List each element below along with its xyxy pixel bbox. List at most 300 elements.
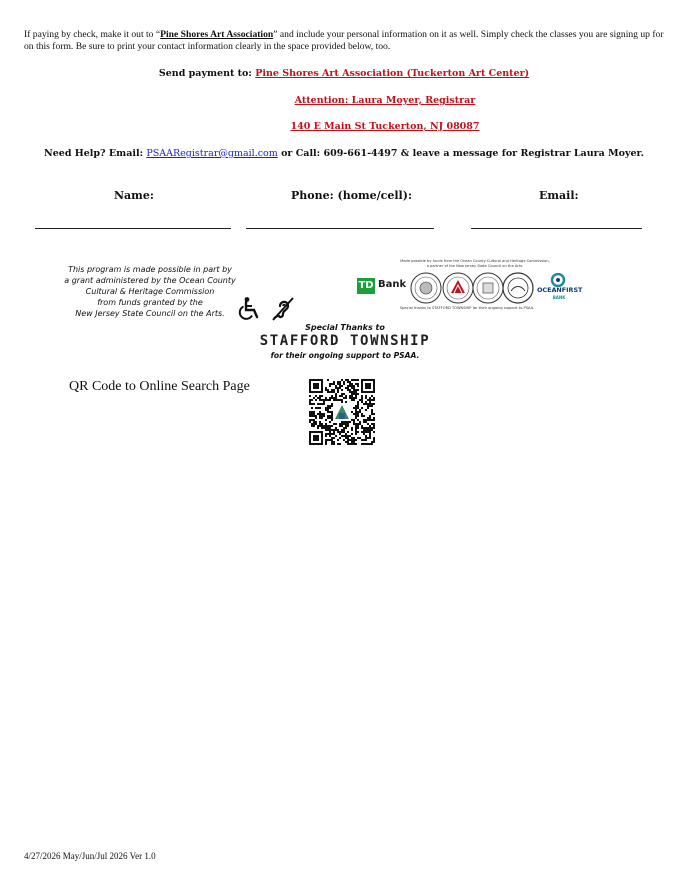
qr-module [365,419,367,421]
email-field-line[interactable] [471,228,642,229]
qr-module [363,439,365,441]
qr-module [347,423,349,425]
qr-module [335,395,337,397]
qr-module [349,443,351,445]
qr-module [365,437,367,439]
qr-module [351,439,353,441]
qr-module [325,407,327,409]
qr-module [363,415,365,417]
qr-module [319,407,321,409]
qr-module [327,415,329,417]
seal-logos [409,271,537,305]
qr-module [325,409,327,411]
qr-module [347,443,349,445]
qr-module [365,397,367,399]
qr-module [347,421,349,423]
qr-module [353,437,355,439]
qr-module [343,439,345,441]
qr-module [355,409,357,411]
qr-module [349,389,351,391]
qr-module [345,437,347,439]
funding-note [380,259,570,268]
td-bank-word: Bank [378,279,407,290]
qr-module [319,423,321,425]
qr-module [367,419,369,421]
name-label: Name: [114,189,154,202]
qr-module [351,397,353,399]
qr-module [331,397,333,399]
qr-module [365,401,367,403]
qr-module [313,425,315,427]
qr-module [339,425,341,427]
qr-module [369,401,371,403]
qr-module [355,389,357,391]
qr-module [331,437,333,439]
qr-module [349,439,351,441]
qr-module [355,405,357,407]
payment-address-text: 140 E Main St Tuckerton, NJ 08087 [290,121,480,132]
qr-module [347,381,349,383]
qr-module [329,421,331,423]
phone-label: Phone: (home/cell): [291,189,413,202]
qr-module [345,387,347,389]
qr-module [311,415,313,417]
qr-module [345,397,347,399]
qr-module [337,431,339,433]
qr-module [331,441,333,443]
qr-module [347,385,349,387]
qr-module [339,381,341,383]
qr-module [339,399,341,401]
qr-module [357,393,359,395]
qr-module [371,403,373,405]
qr-module [309,421,311,423]
qr-module [369,399,371,401]
qr-module [365,427,367,429]
qr-module [349,435,351,437]
qr-module [321,417,323,419]
qr-module [319,417,321,419]
qr-module [337,383,339,385]
qr-module [337,381,339,383]
qr-module [345,395,347,397]
qr-module [333,433,335,435]
qr-module [357,379,359,381]
qr-module [341,401,343,403]
qr-module [341,423,343,425]
qr-module [319,411,321,413]
qr-module [371,411,373,413]
qr-module [327,417,329,419]
qr-module [325,423,327,425]
qr-module [333,443,335,445]
qr-module [313,421,315,423]
qr-module [357,405,359,407]
intro-paragraph [24,29,669,53]
qr-module [373,403,375,405]
qr-module [357,411,359,413]
qr-module [325,433,327,435]
qr-module [309,401,311,403]
qr-module [315,421,317,423]
qr-module [325,387,327,389]
qr-module [353,385,355,387]
qr-module [333,429,335,431]
ocean-county-seal-icon [411,273,441,303]
qr-module [311,407,313,409]
qr-module [323,399,325,401]
qr-module [331,415,333,417]
qr-module [335,399,337,401]
qr-module [365,403,367,405]
special-thanks-subtitle: for their ongoing support to PSAA. [270,351,420,360]
qr-module [373,427,375,429]
qr-module [367,403,369,405]
qr-module [369,405,371,407]
qr-module [333,441,335,443]
qr-module [351,437,353,439]
qr-module [331,411,333,413]
qr-module [329,417,331,419]
qr-module [335,393,337,395]
qr-module [359,399,361,401]
qr-module [341,399,343,401]
qr-module [351,419,353,421]
help-prefix: Need Help? Email: [44,148,144,159]
qr-module [325,419,327,421]
qr-module [373,437,375,439]
qr-module [371,429,373,431]
qr-module [355,443,357,445]
oceanfirst-bank-logo [537,287,581,301]
help-suffix: or Call: 609-661-4497 & leave a message for Registrar Laura Moyer. [281,148,644,159]
qr-module [321,399,323,401]
qr-module [331,439,333,441]
payment-address [0,121,688,132]
qr-module [355,439,357,441]
qr-module [311,419,313,421]
qr-module [355,393,357,395]
qr-module [309,413,311,415]
qr-module [345,401,347,403]
qr-module [371,405,373,407]
stafford-township-name: STAFFORD TOWNSHIP [259,333,431,349]
qr-module [373,399,375,401]
qr-module [333,391,335,393]
qr-module [369,425,371,427]
qr-module [369,431,371,433]
phone-field-line[interactable] [246,228,434,229]
qr-module [361,413,363,415]
qr-module [341,435,343,437]
qr-module [349,421,351,423]
qr-module [353,399,355,401]
qr-module [367,427,369,429]
payment-label: Send payment to: [158,68,252,79]
qr-module [345,427,347,429]
qr-module [357,407,359,409]
qr-module [351,395,353,397]
qr-module [349,381,351,383]
qr-module [357,389,359,391]
funding-note-line-2: a partner of the New Jersey State Council on the Arts. [426,263,524,268]
qr-module [329,439,331,441]
qr-module [323,425,325,427]
qr-module [355,425,357,427]
qr-module [339,395,341,397]
qr-module [355,383,357,385]
qr-module [353,397,355,399]
qr-module [327,399,329,401]
qr-module [319,415,321,417]
qr-module [337,387,339,389]
grant-line-3: Cultural & Heritage Commission [85,287,215,296]
qr-module [325,397,327,399]
qr-module [353,421,355,423]
name-field-line[interactable] [35,228,231,229]
qr-module [353,423,355,425]
qr-module [339,383,341,385]
qr-module [373,425,375,427]
qr-module [363,421,365,423]
qr-module [319,425,321,427]
qr-module [371,413,373,415]
payment-attention-text: Attention: Laura Moyer, Registrar [294,95,476,106]
qr-module [351,399,353,401]
qr-module [319,395,321,397]
qr-module [323,401,325,403]
qr-module [367,443,369,445]
qr-module [329,407,331,409]
oceanfirst-name: OCEANFIRST [537,286,583,294]
qr-module [367,405,369,407]
qr-module [317,407,319,409]
qr-code-image[interactable] [309,379,375,445]
qr-module [329,399,331,401]
qr-module [353,389,355,391]
qr-module [315,415,317,417]
qr-module [335,385,337,387]
qr-module [313,423,315,425]
qr-module [369,437,371,439]
qr-module [339,385,341,387]
help-email-link[interactable]: PSAARegistrar@gmail.com [146,148,278,159]
qr-module [321,413,323,415]
qr-module [351,411,353,413]
qr-module [357,383,359,385]
qr-module [325,425,327,427]
qr-module [345,423,347,425]
qr-module [335,387,337,389]
qr-module [323,403,325,405]
qr-module [333,437,335,439]
qr-module [343,383,345,385]
qr-module [373,419,375,421]
accessibility-icons [238,296,298,322]
qr-module [355,391,357,393]
qr-module [361,395,363,397]
intro-org-name: Pine Shores Art Association [160,29,274,40]
qr-module [325,435,327,437]
qr-module [355,427,357,429]
qr-module [327,379,329,381]
qr-module [309,419,311,421]
qr-module [373,397,375,399]
qr-module [341,431,343,433]
qr-module [313,419,315,421]
qr-module [357,403,359,405]
qr-module [355,429,357,431]
qr-module [343,421,345,423]
qr-module [369,427,371,429]
qr-module [337,429,339,431]
qr-module [325,427,327,429]
qr-module [327,425,329,427]
qr-module [329,425,331,427]
qr-module [369,443,371,445]
qr-module [311,413,313,415]
qr-module [327,407,329,409]
qr-module [351,441,353,443]
qr-module [365,429,367,431]
qr-module [323,427,325,429]
qr-module [347,441,349,443]
qr-module [371,423,373,425]
qr-module [337,399,339,401]
qr-module [349,397,351,399]
qr-module [309,403,311,405]
qr-module [373,441,375,443]
qr-module [369,403,371,405]
qr-module [367,437,369,439]
qr-code-label: QR Code to Online Search Page [69,379,250,394]
qr-module [363,429,365,431]
intro-text-end: ” and include your personal information on it as well. Simply check the classes you are signing up for on this form. Be sure to print your contact information clearly in the space provided below, too. [24,29,664,52]
qr-module [317,427,319,429]
qr-module [337,443,339,445]
qr-module [365,439,367,441]
qr-module [341,425,343,427]
qr-module [341,421,343,423]
qr-module [351,379,353,381]
qr-module [357,415,359,417]
qr-module [351,391,353,393]
qr-module [345,433,347,435]
qr-module [333,431,335,433]
qr-module [337,391,339,393]
grant-line-2: a grant administered by the Ocean County [64,276,236,285]
qr-module [339,423,341,425]
qr-module [371,427,373,429]
hearing-assistance-icon [273,298,293,320]
qr-module [355,407,357,409]
qr-module [353,379,355,381]
qr-module [315,417,317,419]
qr-module [351,387,353,389]
qr-module [355,413,357,415]
qr-module [329,405,331,407]
qr-module [345,425,347,427]
qr-module [329,391,331,393]
qr-module [363,431,365,433]
qr-module [339,387,341,389]
qr-module [321,423,323,425]
qr-module [347,379,349,381]
qr-module [343,397,345,399]
qr-module [347,431,349,433]
qr-module [327,439,329,441]
qr-module [349,383,351,385]
qr-module [361,401,363,403]
qr-module [365,421,367,423]
qr-module [311,425,313,427]
qr-module [325,399,327,401]
qr-module [329,433,331,435]
qr-module [325,441,327,443]
qr-module [325,439,327,441]
qr-module [339,443,341,445]
qr-module [327,411,329,413]
qr-module [361,415,363,417]
qr-module [347,387,349,389]
qr-module [357,427,359,429]
qr-module [371,441,373,443]
qr-module [363,443,365,445]
qr-module [341,395,343,397]
payment-line [0,68,688,79]
qr-module [355,411,357,413]
qr-module [319,397,321,399]
grant-line-1: This program is made possible in part by [68,265,232,274]
qr-module [341,379,343,381]
qr-module [361,427,363,429]
qr-module [335,397,337,399]
qr-module [321,427,323,429]
qr-module [367,429,369,431]
footer-version: 4/27/2026 May/Jun/Jul 2026 Ver 1.0 [24,851,156,861]
qr-module [329,435,331,437]
oceanfirst-bank-word: BANK [552,295,566,300]
qr-module [331,429,333,431]
qr-module [359,421,361,423]
qr-module [343,381,345,383]
qr-module [363,433,365,435]
qr-module [351,393,353,395]
qr-module [331,389,333,391]
qr-module [343,429,345,431]
qr-module [335,423,337,425]
qr-module [347,435,349,437]
intro-text-start: If paying by check, make it out to “ [24,29,161,40]
qr-module [367,407,369,409]
grant-line-5: New Jersey State Council on the Arts. [75,309,225,318]
qr-module [327,427,329,429]
qr-module [353,443,355,445]
special-thanks-heading: Special Thanks to [305,323,385,332]
qr-module [371,419,373,421]
qr-module [321,395,323,397]
qr-module [341,385,343,387]
qr-module [361,443,363,445]
qr-module [347,425,349,427]
qr-module [353,393,355,395]
qr-module [309,415,311,417]
qr-module [367,431,369,433]
qr-module [327,405,329,407]
qr-module [331,443,333,445]
qr-module [363,419,365,421]
funding-note-line-1: Made possible by funds from the Ocean County Cultural and Heritage Commission, [400,259,550,263]
